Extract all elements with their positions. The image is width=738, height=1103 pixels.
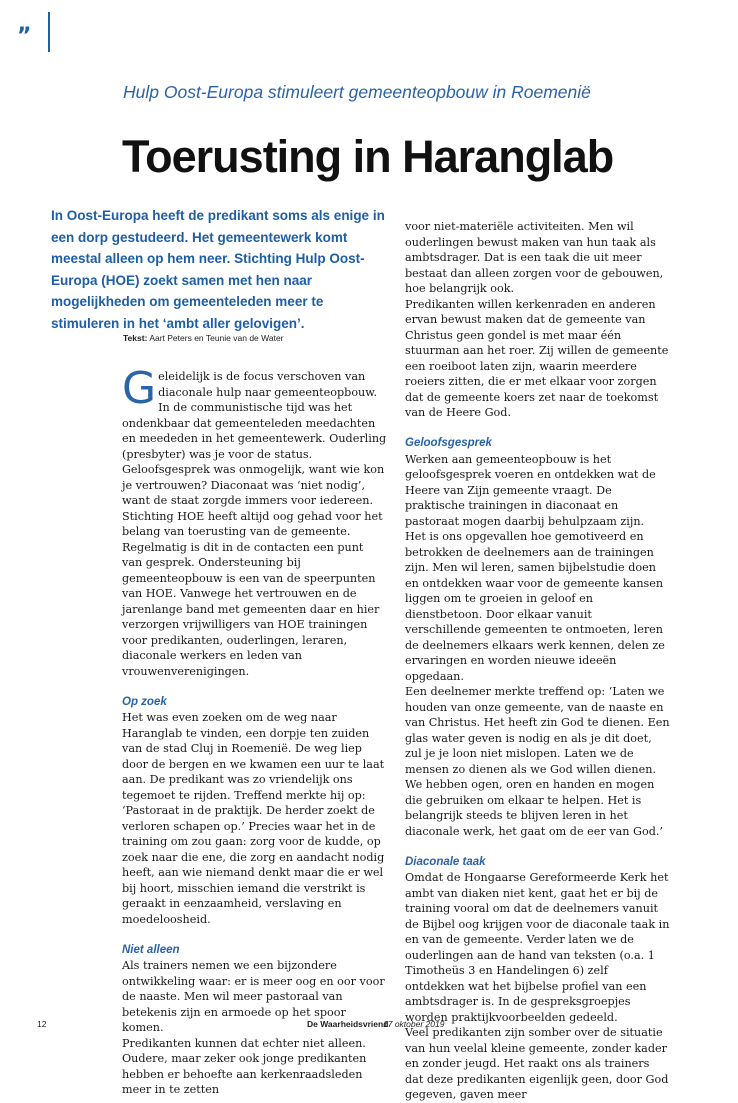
paragraph: Een deelnemer merkte treffend op: ‘Laten we houden van onze gemeente, van de naaste en van Christus. Het heeft zin God te dienen. Een glas water geven is nodig en als je dit doet, zul je je loon niet mislopen. Laten we de mensen zo dienen als we God willen dienen. We hebben ogen, oren en handen en mogen die gebruiken om elkaar te helpen. Het is belangrijk steeds te blijven leren in het diaconale werk, het gaat om de eer van God.’ [405, 685, 670, 838]
paragraph: Veel predikanten zijn somber over de situatie van hun veelal kleine gemeente, zonder kader en zonder jeugd. Het raakt ons als trainers dat deze predikanten eigenlijk geen, door God gegeven, gaven meer [405, 1026, 669, 1101]
article-column-left [122, 363, 387, 1098]
lead-paragraph: In Oost-Europa heeft de predikant soms als enige in een dorp gestudeerd. Het gemeentewerk komt meestal alleen op hem neer. Stichting Hulp Oost-Europa (HOE) zoekt samen met hen naar mogelijkheden om gemeenteleden meer te stimuleren in het ‘ambt aller gelovigen’. [51, 208, 385, 331]
intro-text: eleidelijk is de focus verschoven van diaconale hulp naar gemeenteopbouw. In de communistische tijd was het ondenkbaar dat gemeenteleden meedachten en meededen in het gemeentewerk. Ouderling (presbyter) was je voor de status. Geloofsgesprek was onmogelijk, want wie kon je vertrouwen? Diaconaat was ‘niet nodig’, want de staat zorgde immers voor iedereen. Stichting HOE heeft altijd oog gehad voor het belang van toerusting van de gemeente. Regelmatig is dit in de contacten een punt van gesprek. Ondersteuning bij gemeenteopbouw is een van de speerpunten van HOE. Vanwege het vertrouwen en de jarenlange band met gemeenten daar en hier verzorgen vrijwilligers van HOE trainingen voor predikanten, ouderlingen, leraren, diaconale werkers en leden van vrouwenverenigingen. [122, 370, 387, 678]
author-credit [123, 333, 284, 343]
paragraph: Als trainers nemen we een bijzondere ontwikkeling waar: er is meer oog en oor voor de naaste. Men wil meer pastoraal van betekenis zijn en armoede op het spoor komen. [122, 959, 385, 1034]
paragraph-op-zoek: Het was even zoeken om de weg naar Haranglab te vinden, een dorpje ten zuiden van de stad Cluj in Roemenië. De weg liep door de bergen en we kwamen een uur te laat aan. De predikant was zo vriendelijk ons tegemoet te rijden. Treffend merkte hij op: ‘Pastoraat in de praktijk. De herder zoekt de verloren schapen op.’ Precies waar het in de training om zou gaan: zorg voor de kudde, op zoek naar die ene, die zorg en aandacht nodig heeft, aan wie niemand denkt maar die er wel bij hoort, misschien iemand die verstrikt is geraakt in eenzaamheid, verslaving en moedeloosheid. [122, 711, 385, 926]
page-number: 12 [37, 1019, 47, 1029]
accent-bar [48, 12, 50, 52]
issue-date: 17 oktober 2019 [383, 1019, 445, 1029]
drop-cap: G [122, 363, 157, 414]
subheading-op-zoek: Op zoek [122, 695, 167, 708]
subheading-niet-alleen: Niet alleen [122, 943, 180, 956]
paragraph: voor niet-materiële activiteiten. Men wil ouderlingen bewust maken van hun taak als ambtsdrager. Dat is een taak die uit meer bestaat dan alleen zorgen voor de gebouwen, hoe belangrijk ook. [405, 220, 664, 295]
page-title: Toerusting in Haranglab [122, 131, 614, 182]
subheading-geloofsgesprek: Geloofsgesprek [405, 437, 492, 449]
paragraph: Het is ons opgevallen hoe gemotiveerd en betrokken de deelnemers aan de trainingen zijn. Men wil leren, samen bijbelstudie doen en ontdekken waar voor de gemeente kansen liggen om te groeien in geloof en dienstbetoon. Door elkaar vanuit verschillende gemeenten te ontmoeten, leren de deelnemers elkaars werk kennen, delen ze ervaringen en worden nieuwe ideeën opgedaan. [405, 530, 665, 683]
kicker: Hulp Oost-Europa stimuleert gemeenteopbouw in Roemenië [123, 82, 591, 102]
article-column-right [405, 219, 670, 1103]
credit-label: Tekst: [123, 333, 148, 343]
paragraph: Omdat de Hongaarse Gereformeerde Kerk het ambt van diaken niet kent, gaat het er bij de training vooral om dat de deelnemers vanuit de Bijbel oog krijgen voor de diaconale taak in en van de gemeente. Verder laten we de ouderlingen aan de hand van teksten (o.a. 1 Timotheüs 3 en Handelingen 6) zelf ontdekken wat het bijbelse profiel van een ambtsdrager is. In de gespreksgroepjes worden praktijkvoorbeelden gedeeld. [405, 871, 670, 1024]
quote-mark-icon: ” [17, 24, 32, 49]
paragraph: Werken aan gemeenteopbouw is het geloofsgesprek voeren en ontdekken wat de Heere van Zijn gemeente vraagt. De praktische trainingen in diaconaat en pastoraat mogen daarbij behulpzaam zijn. [405, 452, 656, 528]
page-footer [0, 1019, 738, 1033]
subheading-diaconale-taak: Diaconale taak [405, 855, 486, 868]
paragraph: Predikanten willen kerkenraden en anderen ervan bewust maken dat de gemeente van Christus geen gondel is met maar één stuurman aan het roer. Zij willen de gemeente een roeiboot laten zijn, waarin meerdere roeiers zitten, die er met elkaar voor zorgen dat de gemeente koers zet naar de toekomst van de Heere God. [405, 297, 669, 419]
magazine-name: De Waarheidsvriend [307, 1019, 389, 1029]
credit-authors: Aart Peters en Teunie van de Water [149, 333, 284, 343]
intro-paragraph [122, 363, 387, 679]
paragraph: Predikanten kunnen dat echter niet alleen. Oudere, maar zeker ook jonge predikanten hebben er behoefte aan kerkenraadsleden meer in te zetten [122, 1036, 367, 1096]
